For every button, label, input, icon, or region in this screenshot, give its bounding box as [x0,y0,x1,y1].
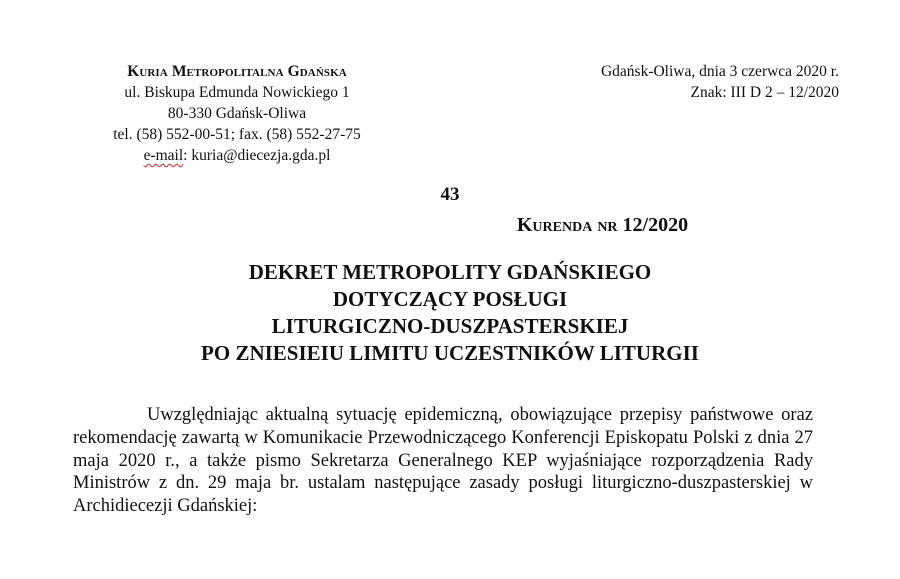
sender-email-label: e-mail [143,147,184,164]
date-block [601,61,839,103]
sender-street: ul. Biskupa Edmunda Nowickiego 1 [124,84,350,101]
sender-block [72,61,402,166]
decree-title-line: DOTYCZĄCY POSŁUGI [332,287,568,311]
sender-phone: tel. (58) 552-00-51; fax. (58) 552-27-75 [113,126,361,143]
document-number: 43 [440,184,460,205]
kurenda-heading: Kurenda nr 12/2020 [516,214,689,236]
decree-title-line: PO ZNIESIEIU LIMITU UCZESTNIKÓW LITURGII [201,341,699,365]
decree-title-line: DEKRET METROPOLITY GDAŃSKIEGO [248,260,652,284]
sender-city: 80-330 Gdańsk-Oliwa [167,105,307,122]
body-paragraph: Uwzględniając aktualną sytuację epidemiczną, obowiązujące przepisy państwowe oraz rekomendację zawartą w Komunikacie Przewodniczącego Konferencji Episkopatu Polski z dnia 27 maja 2020 r., a także pismo Sekretarza Generalnego KEP wyjaśniające rozporządzenia Rady Ministrów z dn. 29 maja br. ustalam następujące zasady posługi liturgiczno-duszpasterskiej w Archidiecezji Gdańskiej: [73,405,813,517]
decree-title-line: LITURGICZNO-DUSZPASTERSKIEJ [271,314,629,338]
sender-email-value: : kuria@diecezja.gda.pl [183,147,331,164]
date-line: Gdańsk-Oliwa, dnia 3 czerwca 2020 r. [600,63,839,80]
decree-title [0,259,900,367]
sender-org: Kuria Metropolitalna Gdańska [127,63,347,80]
reference-number: Znak: III D 2 – 12/2020 [690,84,839,101]
sender-email [72,145,402,166]
